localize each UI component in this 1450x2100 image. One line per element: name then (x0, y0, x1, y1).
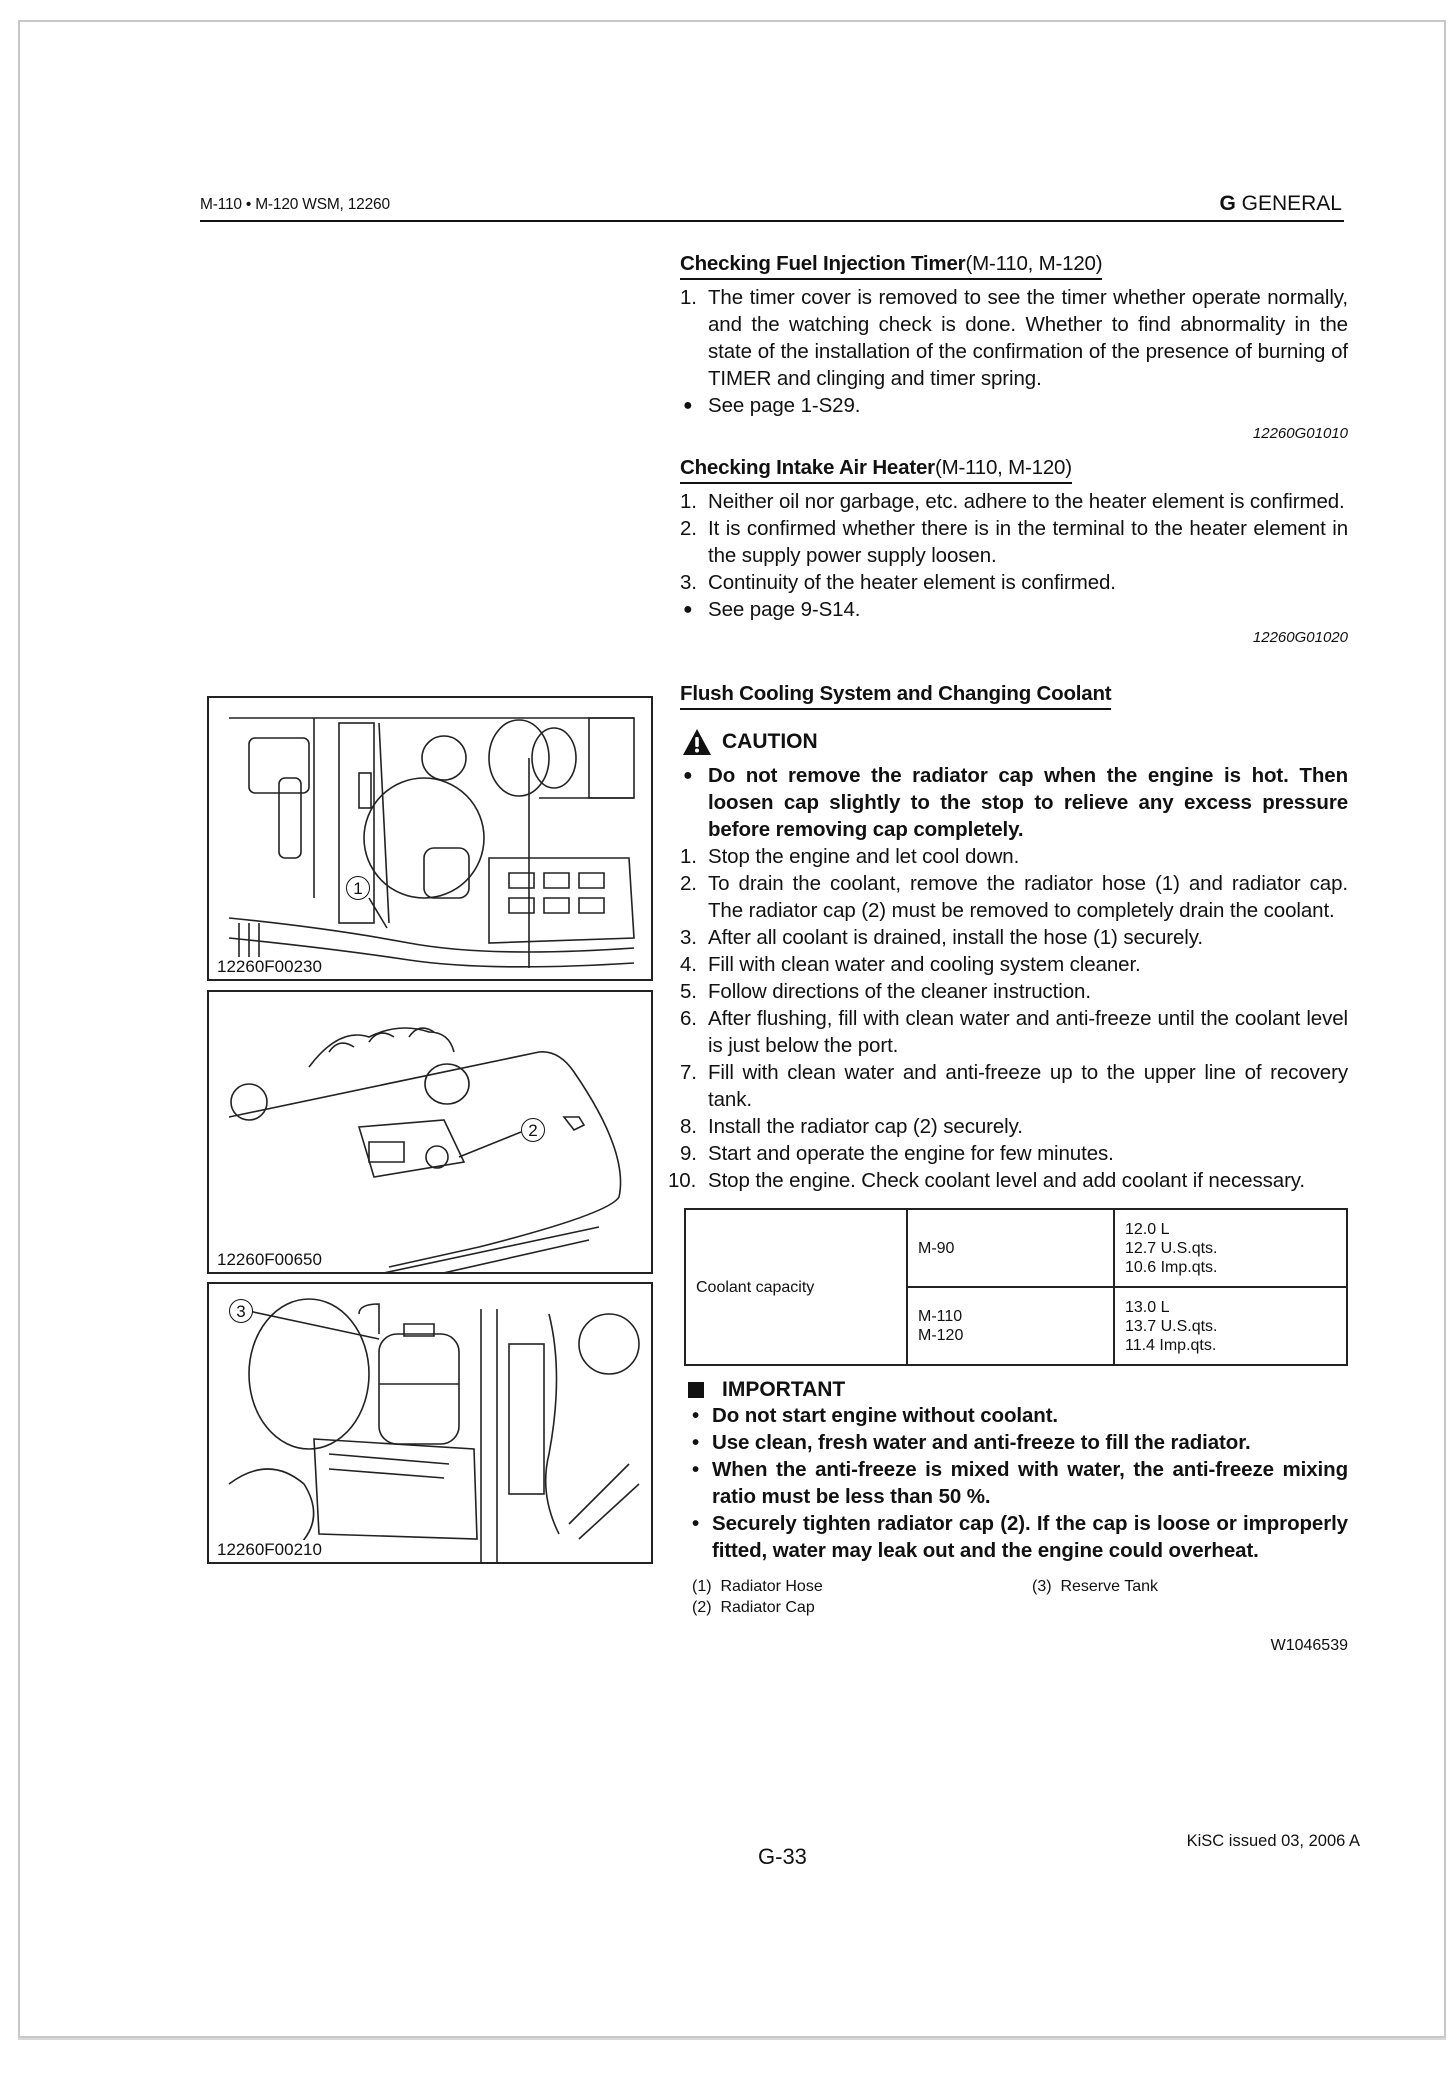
square-bullet-icon (688, 1382, 704, 1398)
radiator-cap-illustration (209, 992, 653, 1274)
step-text: Install the radiator cap (2) securely. (708, 1115, 1023, 1138)
important-item (680, 1456, 1348, 1510)
value-cell (1114, 1287, 1347, 1365)
legend-item (1032, 1578, 1332, 1596)
bullet-icon: ● (683, 601, 693, 618)
item-text: Do not remove the radiator cap when the engine is hot. Then loosen cap slightly to the stop to relieve any excess pressure before removing cap completely. (708, 764, 1348, 841)
item-text: Do not start engine without coolant. (712, 1404, 1059, 1427)
section-heading (1219, 192, 1342, 216)
step-list (668, 762, 1348, 1194)
caution-heading (682, 728, 1348, 756)
figure-id: 12260F00210 (217, 1540, 322, 1559)
important-block (680, 1378, 1348, 1564)
bullet-icon: ● (683, 767, 693, 784)
step-item (680, 1059, 1348, 1113)
section-title (680, 252, 1102, 280)
title-models: (M-110, M-120) (965, 252, 1103, 275)
step-number: 5. (680, 980, 697, 1003)
capacity-imp-qts: 10.6 Imp.qts. (1125, 1258, 1218, 1276)
bullet-icon: • (692, 1512, 700, 1535)
reference-code: W1046539 (1270, 1637, 1348, 1654)
table-label-cell: Coolant capacity (685, 1209, 907, 1365)
list-item (680, 284, 1348, 392)
model-name: M-110 (918, 1308, 963, 1325)
capacity-liters: 12.0 L (1125, 1220, 1170, 1238)
important-item (680, 1402, 1348, 1429)
section-name: GENERAL (1241, 192, 1342, 215)
step-number: 1. (680, 845, 697, 868)
step-number: 4. (680, 953, 697, 976)
item-text: Continuity of the heater element is confirmed. (708, 571, 1116, 594)
callout-1: 1 (346, 876, 370, 900)
list-item (680, 488, 1348, 515)
legend-label: Radiator Cap (720, 1599, 815, 1616)
model-name: M-120 (918, 1327, 964, 1344)
step-text: Stop the engine. Check coolant level and add coolant if necessary. (708, 1169, 1306, 1192)
list-item (680, 569, 1348, 596)
step-item (680, 924, 1348, 951)
legend-number: (1) (692, 1578, 712, 1595)
important-item (680, 1510, 1348, 1564)
caution-item (680, 762, 1348, 843)
figure-engine-radiator-hose (207, 696, 653, 981)
engine-illustration (209, 698, 653, 981)
legend-number: (3) (1032, 1578, 1052, 1595)
reference-code: 12260G01010 (1252, 425, 1348, 442)
step-number: 9. (680, 1142, 697, 1165)
item-marker: 3. (680, 571, 697, 594)
step-text: After flushing, fill with clean water and anti-freeze until the coolant level is just below the port. (708, 1007, 1348, 1057)
step-number: 2. (680, 872, 697, 895)
step-text: Start and operate the engine for few minutes. (708, 1142, 1114, 1165)
important-heading (680, 1378, 1348, 1402)
step-text: Fill with clean water and cooling system cleaner. (708, 953, 1141, 976)
capacity-us-qts: 12.7 U.S.qts. (1125, 1239, 1218, 1257)
parts-legend (692, 1578, 1348, 1617)
important-list (680, 1402, 1348, 1564)
step-item (680, 978, 1348, 1005)
item-list (680, 488, 1348, 623)
warning-triangle-icon (682, 728, 712, 756)
item-marker: 1. (680, 286, 697, 309)
item-text: Securely tighten radiator cap (2). If the cap is loose or improperly fitted, water may leak out and the engine could overheat. (712, 1512, 1348, 1562)
section-title: Flush Cooling System and Changing Coolant (680, 682, 1111, 710)
figure-reserve-tank (207, 1282, 653, 1564)
figure-id: 12260F00230 (217, 957, 322, 976)
reserve-tank-illustration (209, 1284, 653, 1564)
item-text: See page 1-S29. (708, 394, 861, 417)
manual-reference: M-110 • M-120 WSM, 12260 (200, 196, 390, 213)
caution-label: CAUTION (722, 730, 818, 753)
model-cell (907, 1287, 1114, 1365)
step-item (680, 1113, 1348, 1140)
step-number: 6. (680, 1007, 697, 1030)
important-label: IMPORTANT (722, 1378, 846, 1401)
item-text: Use clean, fresh water and anti-freeze to fill the radiator. (712, 1431, 1251, 1454)
title-text: Checking Fuel Injection Timer (680, 252, 966, 275)
section-flush-cooling-system (668, 682, 1348, 1655)
figure-radiator-cap (207, 990, 653, 1274)
capacity-imp-qts: 11.4 Imp.qts. (1125, 1336, 1217, 1354)
bullet-icon: • (692, 1458, 700, 1481)
section-fuel-injection-timer (680, 252, 1348, 442)
step-text: Stop the engine and let cool down. (708, 845, 1020, 868)
legend-item (692, 1599, 1032, 1617)
capacity-us-qts: 13.7 U.S.qts. (1125, 1317, 1218, 1335)
list-item (680, 596, 1348, 623)
legend-number: (2) (692, 1599, 712, 1616)
step-item (680, 870, 1348, 924)
item-text: The timer cover is removed to see the timer whether operate normally, and the watching check is done. Whether to find abnormality in the state of the installation of the confirmation of the presence of burning of TIMER and clinging and timer spring. (708, 286, 1348, 390)
step-number: 10. (668, 1169, 697, 1192)
step-item (680, 951, 1348, 978)
section-intake-air-heater (680, 456, 1348, 646)
section-title (680, 456, 1072, 484)
step-number: 7. (680, 1061, 697, 1084)
legend-label: Radiator Hose (720, 1578, 823, 1595)
item-text: See page 9-S14. (708, 598, 861, 621)
step-text: Fill with clean water and anti-freeze up to the upper line of recovery tank. (708, 1061, 1348, 1111)
bullet-icon: • (692, 1404, 700, 1427)
step-text: To drain the coolant, remove the radiator hose (1) and radiator cap. The radiator cap (2) must be removed to completely drain the coolant. (708, 872, 1348, 922)
step-item (668, 1167, 1348, 1194)
legend-label: Reserve Tank (1060, 1578, 1158, 1595)
item-text: It is confirmed whether there is in the terminal to the heater element in the supply power supply loosen. (708, 517, 1348, 567)
figure-id: 12260F00650 (217, 1250, 322, 1269)
step-number: 3. (680, 926, 697, 949)
issue-info: KiSC issued 03, 2006 A (1186, 1832, 1360, 1850)
item-marker: 2. (680, 517, 697, 540)
section-letter: G (1219, 192, 1236, 215)
step-text: Follow directions of the cleaner instruction. (708, 980, 1091, 1003)
step-item (680, 1005, 1348, 1059)
step-number: 8. (680, 1115, 697, 1138)
important-item (680, 1429, 1348, 1456)
step-text: After all coolant is drained, install the hose (1) securely. (708, 926, 1203, 949)
header-rule (200, 220, 1344, 222)
table-row (685, 1209, 1347, 1287)
step-item (680, 1140, 1348, 1167)
legend-item (692, 1578, 1032, 1596)
item-list (680, 284, 1348, 419)
page-number: G-33 (758, 1844, 807, 1869)
step-item (680, 843, 1348, 870)
list-item (680, 515, 1348, 569)
title-models: (M-110, M-120) (934, 456, 1072, 479)
coolant-capacity-table (684, 1208, 1348, 1366)
reference-code: 12260G01020 (1252, 629, 1348, 646)
value-cell (1114, 1209, 1347, 1287)
callout-3: 3 (229, 1299, 253, 1323)
bullet-icon: • (692, 1431, 700, 1454)
item-marker: 1. (680, 490, 697, 513)
bullet-icon: ● (683, 397, 693, 414)
item-text: When the anti-freeze is mixed with water, the anti-freeze mixing ratio must be less than 50 %. (712, 1458, 1348, 1508)
item-text: Neither oil nor garbage, etc. adhere to the heater element is confirmed. (708, 490, 1345, 513)
capacity-liters: 13.0 L (1125, 1298, 1170, 1316)
title-text: Checking Intake Air Heater (680, 456, 935, 479)
callout-2: 2 (521, 1118, 545, 1142)
model-cell: M-90 (907, 1209, 1114, 1287)
list-item (680, 392, 1348, 419)
